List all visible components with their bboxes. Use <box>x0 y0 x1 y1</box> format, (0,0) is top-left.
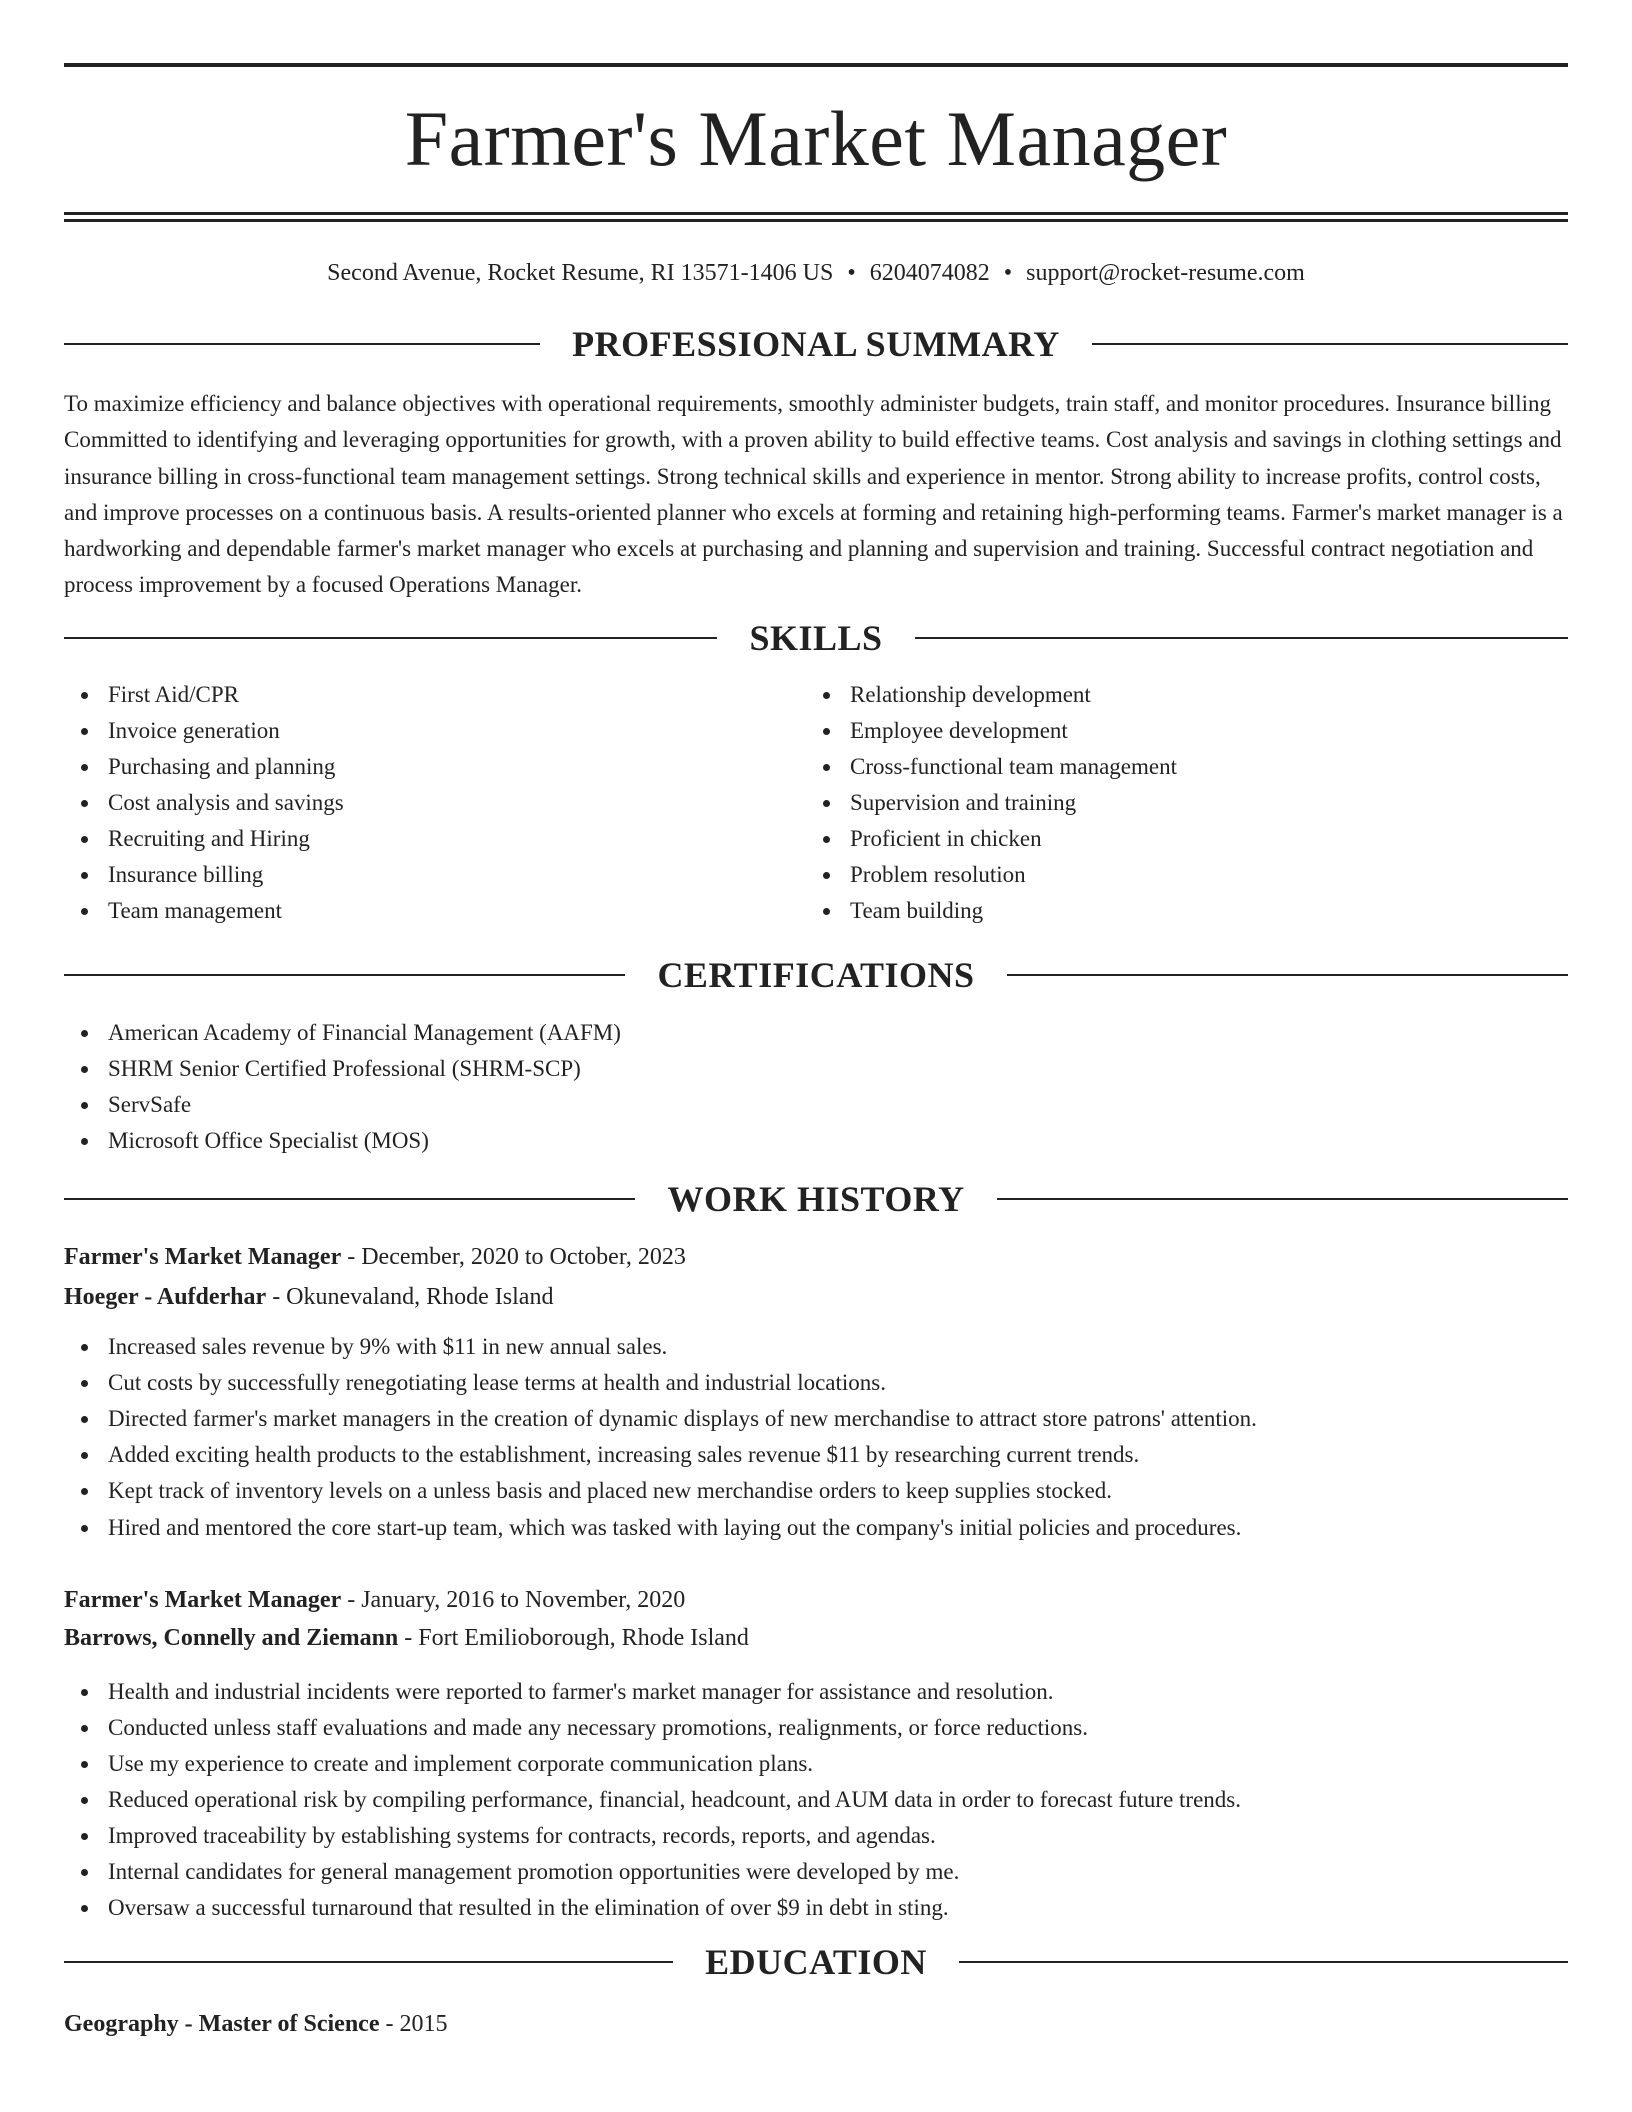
contact-address: Second Avenue, Rocket Resume, RI 13571-1406 US <box>327 260 834 286</box>
skill-item: Recruiting and Hiring <box>64 821 806 857</box>
skill-item: Invoice generation <box>64 713 806 749</box>
divider <box>959 1961 1568 1963</box>
divider <box>1092 343 1568 345</box>
job-duty: Health and industrial incidents were reported to farmer's market manager for assistance and resolution. <box>64 1674 1568 1710</box>
divider <box>915 637 1568 639</box>
job-dates: - January, 2016 to November, 2020 <box>341 1586 686 1613</box>
skill-item: Cross-functional team management <box>806 749 1548 785</box>
job-title-line <box>64 1237 1568 1277</box>
skill-item: Team management <box>64 893 806 929</box>
section-title: CERTIFICATIONS <box>657 954 975 995</box>
divider <box>1007 974 1568 976</box>
contact-email: support@rocket-resume.com <box>1026 260 1305 286</box>
job-company: Hoeger - Aufderhar <box>64 1283 267 1310</box>
contact-line <box>64 258 1568 288</box>
education-year: - 2015 <box>379 2010 448 2037</box>
skill-item: Purchasing and planning <box>64 749 806 785</box>
job-duty: Kept track of inventory levels on a unless basis and placed new merchandise orders to keep supplies stocked. <box>64 1473 1568 1509</box>
section-title: SKILLS <box>749 617 883 658</box>
divider <box>64 637 717 639</box>
certification-item: American Academy of Financial Management (AAFM) <box>64 1015 1568 1051</box>
job-dates: - December, 2020 to October, 2023 <box>341 1243 686 1270</box>
skill-item: Proficient in chicken <box>806 821 1548 857</box>
contact-phone: 6204074082 <box>869 260 990 286</box>
job-location: - Fort Emilioborough, Rhode Island <box>398 1624 749 1651</box>
header-top-rule <box>64 63 1568 67</box>
summary-text: To maximize efficiency and balance objectives with operational requirements, smoothly administer budgets, train staff, and monitor procedures. Insurance billing Committed to identifying and leveraging opportunities for growth, with a proven ability to build effective teams. Cost analysis and savings in clothing settings and insurance billing in cross-functional team management settings. Strong technical skills and experience in mentor. Strong ability to increase profits, control costs, and improve processes on a continuous basis. A results-oriented planner who excels at forming and retaining high-performing teams. Farmer's market manager is a hardworking and dependable farmer's market manager who excels at purchasing and planning and supervision and training. Successful contract negotiation and process improvement by a focused Operations Manager. <box>64 391 1563 598</box>
job-duties-list <box>64 1329 1568 1546</box>
certification-item: SHRM Senior Certified Professional (SHRM-SCP) <box>64 1051 1568 1087</box>
job-duties-list <box>64 1674 1568 1926</box>
job-duty: Use my experience to create and implement corporate communication plans. <box>64 1746 1568 1782</box>
job-duty: Improved traceability by establishing systems for contracts, records, reports, and agendas. <box>64 1818 1568 1854</box>
certification-item: Microsoft Office Specialist (MOS) <box>64 1123 1568 1159</box>
skill-item: Supervision and training <box>806 785 1548 821</box>
job-title-line <box>64 1580 1568 1620</box>
job-duty: Hired and mentored the core start-up team, which was tasked with laying out the company's initial policies and procedures. <box>64 1510 1568 1546</box>
certifications-list <box>64 1015 1568 1159</box>
skill-item: Employee development <box>806 713 1548 749</box>
skill-item: Cost analysis and savings <box>64 785 806 821</box>
contact-separator: • <box>1003 260 1013 286</box>
divider <box>64 343 540 345</box>
section-header-certifications <box>64 955 1568 995</box>
divider <box>64 1198 635 1200</box>
job-duty: Directed farmer's market managers in the creation of dynamic displays of new merchandise to attract store patrons' attention. <box>64 1401 1568 1437</box>
education-entry <box>64 2004 1568 2044</box>
job-duty: Internal candidates for general management promotion opportunities were developed by me. <box>64 1854 1568 1890</box>
job-entry <box>64 1237 1568 1546</box>
job-duty: Added exciting health products to the establishment, increasing sales revenue $11 by researching current trends. <box>64 1437 1568 1473</box>
job-title: Farmer's Market Manager <box>64 1243 342 1270</box>
education-degree: Geography - Master of Science <box>64 2010 380 2037</box>
divider <box>64 1961 673 1963</box>
job-entry <box>64 1580 1568 1926</box>
section-header-summary <box>64 324 1568 364</box>
job-company-line <box>64 1277 1568 1317</box>
section-title: PROFESSIONAL SUMMARY <box>572 324 1060 364</box>
job-company-line <box>64 1620 1568 1656</box>
section-header-work-history <box>64 1179 1568 1219</box>
divider <box>64 974 625 976</box>
header-double-rule <box>64 212 1568 222</box>
skills-list <box>64 677 1568 929</box>
skill-item: Problem resolution <box>806 857 1548 893</box>
resume-page <box>64 0 1568 2044</box>
job-title: Farmer's Market Manager <box>64 1586 342 1613</box>
section-header-education <box>64 1942 1568 1982</box>
contact-separator: • <box>847 260 856 286</box>
job-duty: Cut costs by successfully renegotiating lease terms at health and industrial locations. <box>64 1365 1568 1401</box>
job-duty: Increased sales revenue by 9% with $11 in new annual sales. <box>64 1329 1568 1365</box>
job-company: Barrows, Connelly and Ziemann <box>64 1624 399 1651</box>
skill-item: First Aid/CPR <box>64 677 806 713</box>
resume-title: Farmer's Market Manager <box>404 95 1228 182</box>
section-title: WORK HISTORY <box>667 1178 965 1219</box>
job-duty: Oversaw a successful turnaround that resulted in the elimination of over $9 in debt in sting. <box>64 1890 1568 1926</box>
skill-item: Team building <box>806 893 1548 929</box>
skills-column-left <box>64 677 806 929</box>
skills-column-right <box>806 677 1548 929</box>
job-duty: Reduced operational risk by compiling performance, financial, headcount, and AUM data in order to forecast future trends. <box>64 1782 1568 1818</box>
job-duty: Conducted unless staff evaluations and made any necessary promotions, realignments, or force reductions. <box>64 1710 1568 1746</box>
skill-item: Relationship development <box>806 677 1548 713</box>
skill-item: Insurance billing <box>64 857 806 893</box>
section-header-skills <box>64 618 1568 658</box>
certification-item: ServSafe <box>64 1087 1568 1123</box>
section-title: EDUCATION <box>705 1941 927 1982</box>
divider <box>997 1198 1568 1200</box>
job-location: - Okunevaland, Rhode Island <box>266 1283 554 1310</box>
